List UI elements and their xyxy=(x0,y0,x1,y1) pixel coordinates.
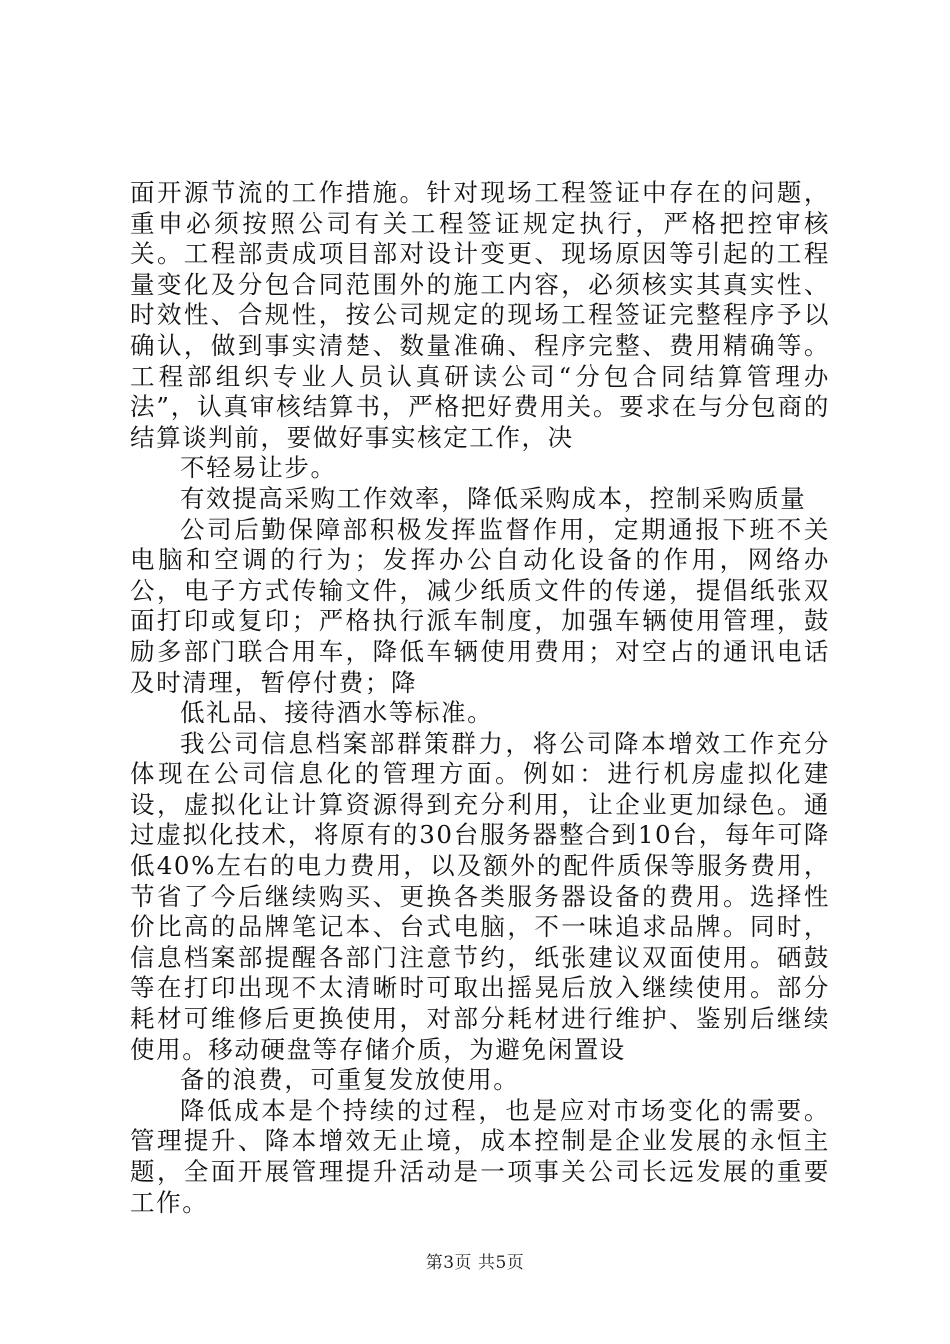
paragraph: 降低成本是个持续的过程，也是应对市场变化的需要。管理提升、降本增效无止境，成本控制是企业发展的永恒主题，全面开展管理提升活动是一项事关公司长远发展的重要工作。 xyxy=(130,1095,830,1217)
page-number-footer: 第3页 共5页 xyxy=(425,1253,525,1273)
paragraph: 公司后勤保障部积极发挥监督作用，定期通报下班不关电脑和空调的行为；发挥办公自动化设备的作用，网络办公，电子方式传输文件，减少纸质文件的传递，提倡纸张双面打印或复印；严格执行派车制度，加强车辆使用管理，鼓励多部门联合用车，降低车辆使用费用；对空占的通讯电话及时清理，暂停付费；降 xyxy=(130,514,830,697)
paragraph: 我公司信息档案部群策群力，将公司降本增效工作充分体现在公司信息化的管理方面。例如：进行机房虚拟化建设，虚拟化让计算资源得到充分利用，让企业更加绿色。通过虚拟化技术，将原有的30台服务器整合到10台，每年可降低40%左右的电力费用，以及额外的配件质保等服务费用，节省了今后继续购买、更换各类服务器设备的费用。选择性价比高的品牌笔记本、台式电脑，不一味追求品牌。同时，信息档案部提醒各部门注意节约，纸张建议双面使用。硒鼓等在打印出现不太清晰时可取出摇晃后放入继续使用。部分耗材可维修后更换使用，对部分耗材进行维护、鉴别后继续使用。移动硬盘等存储介质，为避免闲置设 xyxy=(130,728,830,1064)
paragraph: 备的浪费，可重复发放使用。 xyxy=(180,1065,520,1095)
paragraph: 不轻易让步。 xyxy=(180,453,337,483)
document-body xyxy=(130,178,830,1218)
section-heading: 有效提高采购工作效率，降低采购成本，控制采购质量 xyxy=(180,483,807,513)
paragraph: 低礼品、接待酒水等标准。 xyxy=(180,698,494,728)
paragraph: 面开源节流的工作措施。针对现场工程签证中存在的问题，重申必须按照公司有关工程签证规定执行，严格把控审核关。工程部责成项目部对设计变更、现场原因等引起的工程量变化及分包合同范围外的施工内容，必须核实其真实性、时效性、合规性，按公司规定的现场工程签证完整程序予以确认，做到事实清楚、数量准确、程序完整、费用精确等。工程部组织专业人员认真研读公司“分包合同结算管理办法”，认真审核结算书，严格把好费用关。要求在与分包商的结算谈判前，要做好事实核定工作，决 xyxy=(130,178,830,452)
